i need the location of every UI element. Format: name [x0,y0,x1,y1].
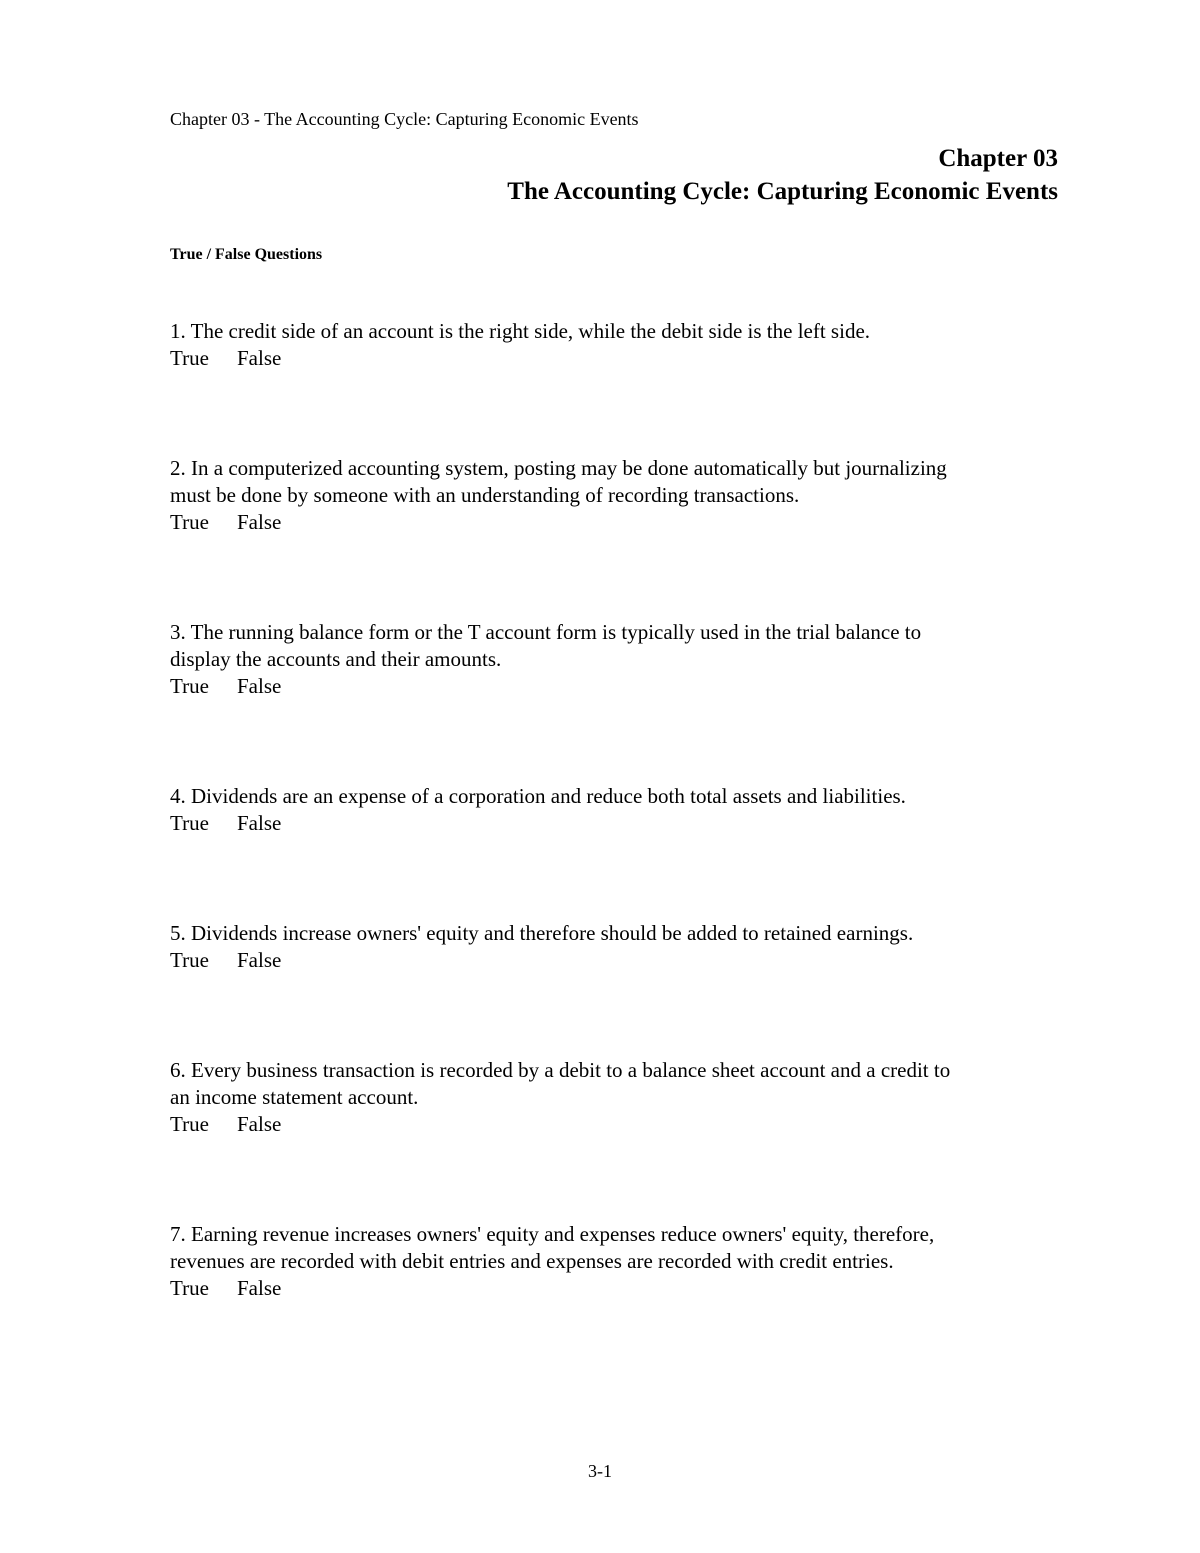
option-true[interactable]: True [170,1276,209,1300]
option-true[interactable]: True [170,811,209,835]
question-text: 1. The credit side of an account is the right side, while the debit side is the left side. [170,319,871,343]
question-1 [170,318,1070,372]
option-false[interactable]: False [237,1112,282,1136]
question-text: 7. Earning revenue increases owners' equity and expenses reduce owners' equity, therefore, revenues are recorded with debit entries and expenses are recorded with credit entries. [170,1222,935,1273]
chapter-number-title: Chapter 03 [938,145,1058,172]
page-number: 3-1 [588,1461,612,1481]
option-true[interactable]: True [170,1112,209,1136]
chapter-title-block [507,142,1058,208]
question-text: 6. Every business transaction is recorded by a debit to a balance sheet account and a credit to an income statement account. [170,1058,951,1109]
option-true[interactable]: True [170,948,209,972]
option-true[interactable]: True [170,674,209,698]
question-6 [170,1057,1070,1138]
option-false[interactable]: False [237,510,282,534]
option-false[interactable]: False [237,948,282,972]
true-false-options [170,947,1070,974]
question-text: 4. Dividends are an expense of a corporation and reduce both total assets and liabilities. [170,784,906,808]
true-false-options [170,509,1070,536]
question-2 [170,455,1070,536]
true-false-options [170,1111,1070,1138]
question-3 [170,619,1070,700]
question-text: 2. In a computerized accounting system, posting may be done automatically but journalizing must be done by someone with an understanding of recording transactions. [170,456,947,507]
true-false-options [170,345,1070,372]
option-true[interactable]: True [170,510,209,534]
true-false-options [170,810,1070,837]
question-text: 3. The running balance form or the T account form is typically used in the trial balance to display the accounts and their amounts. [170,620,922,671]
option-false[interactable]: False [237,346,282,370]
question-text: 5. Dividends increase owners' equity and therefore should be added to retained earnings. [170,921,914,945]
true-false-options [170,1275,1070,1302]
question-7 [170,1221,1070,1302]
option-true[interactable]: True [170,346,209,370]
question-4 [170,783,1070,837]
running-header: Chapter 03 - The Accounting Cycle: Capturing Economic Events [170,109,639,129]
option-false[interactable]: False [237,811,282,835]
chapter-name-title: The Accounting Cycle: Capturing Economic Events [507,178,1058,205]
option-false[interactable]: False [237,674,282,698]
section-heading: True / False Questions [170,246,323,263]
true-false-options [170,673,1070,700]
option-false[interactable]: False [237,1276,282,1300]
question-5 [170,920,1070,974]
